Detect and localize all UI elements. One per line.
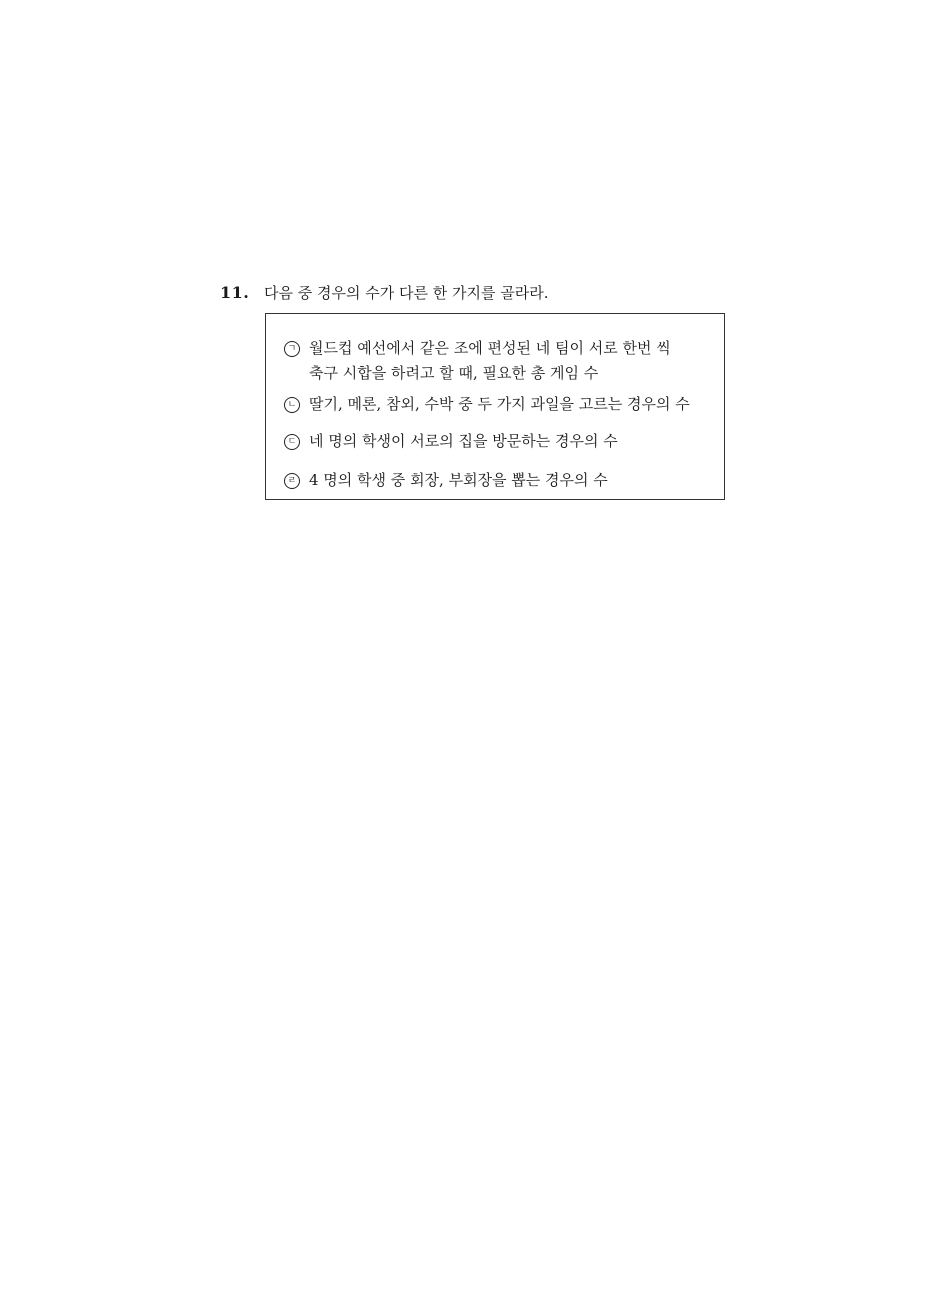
choice-text — [309, 336, 671, 386]
question-text: 다음 중 경우의 수가 다른 한 가지를 골라라. — [264, 284, 549, 302]
question-number: 11. — [220, 283, 250, 302]
choice-text: 4 명의 학생 중 회장, 부회장을 뽑는 경우의 수 — [309, 471, 608, 489]
choice-text: 네 명의 학생이 서로의 집을 방문하는 경우의 수 — [309, 432, 618, 450]
question-heading — [220, 282, 740, 308]
choice-marker: ㄹ — [284, 473, 300, 489]
choices-box — [265, 313, 725, 500]
choice-text: 딸기, 메론, 참외, 수박 중 두 가지 과일을 고르는 경우의 수 — [309, 395, 690, 413]
choice-marker: ㄴ — [284, 397, 300, 413]
choice-text-line: 월드컵 예선에서 같은 조에 편성된 네 팀이 서로 한번 씩 — [309, 339, 671, 357]
choice-marker: ㄱ — [284, 341, 300, 357]
choice-text-line: 축구 시합을 하려고 할 때, 필요한 총 게임 수 — [309, 364, 599, 382]
choice-marker: ㄷ — [284, 434, 300, 450]
question-header — [220, 282, 740, 308]
choice-item — [284, 392, 690, 417]
choice-item — [284, 429, 618, 454]
choice-item — [284, 468, 608, 493]
choice-item — [284, 336, 671, 386]
